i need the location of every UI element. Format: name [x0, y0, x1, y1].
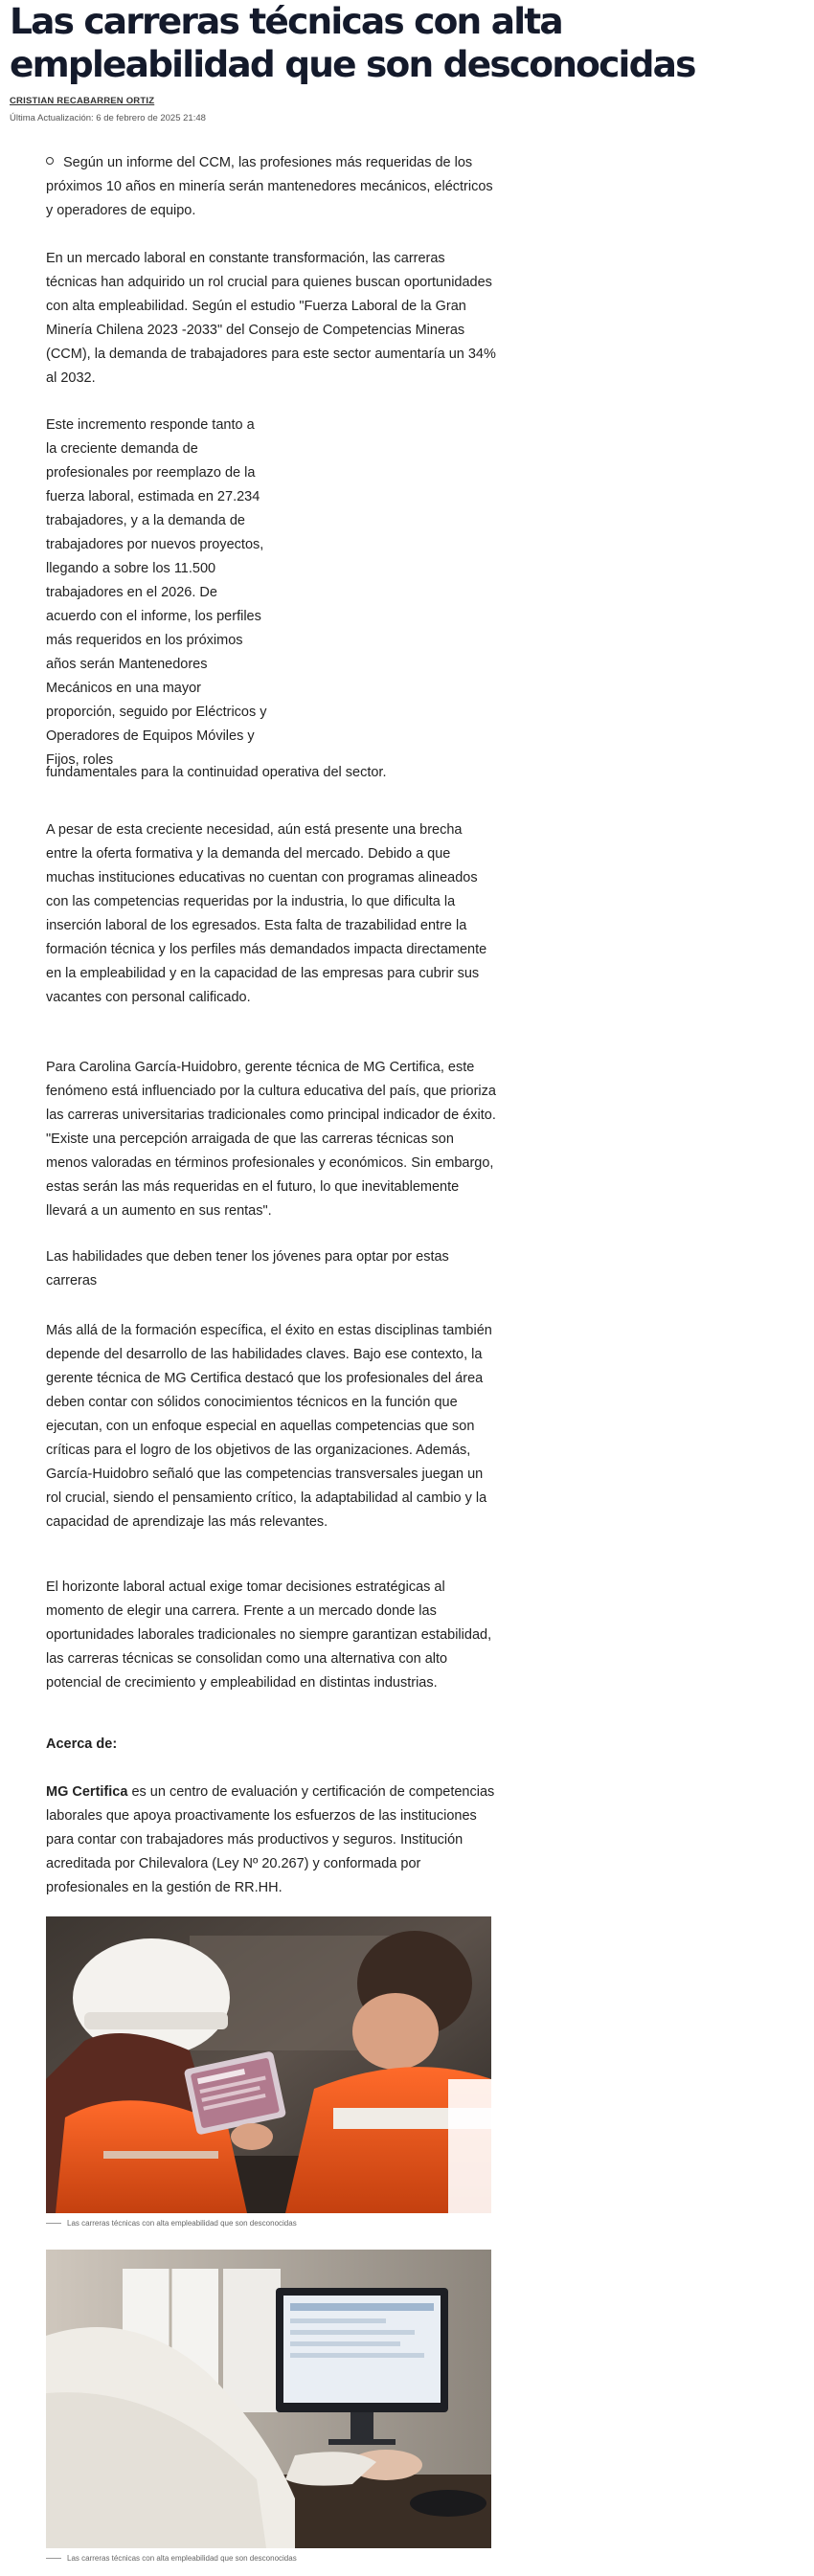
- caption-text: Las carreras técnicas con alta empleabilidad que son desconocidas: [67, 2219, 297, 2228]
- paragraph-text: Las habilidades que deben tener los jóvenes para optar por estas carreras: [46, 1249, 449, 1288]
- paragraph: [46, 1319, 496, 1534]
- caption-rule: [46, 2558, 61, 2559]
- caption-text: Las carreras técnicas con alta empleabilidad que son desconocidas: [67, 2554, 297, 2563]
- workers-tablet-illustration: [46, 1916, 491, 2213]
- paragraph: [46, 414, 268, 773]
- paragraph-text: Más allá de la formación específica, el éxito en estas disciplinas también depende del desarrollo de las habilidades claves. Bajo ese contexto, la gerente técnica de MG Certifica destacó que los profesionales del área deben contar con sólidos conocimientos técnicos en la función que ejecutan, con un enfoque especial en aquellas competencias que son críticas para el logro de los objetivos de las organizaciones. Además, García-Huidobro señaló que las competencias transversales juegan un rol crucial, siendo el pensamiento crítico, la adaptabilidad al cambio y la capacidad de aprendizaje las más relevantes.: [46, 1323, 492, 1530]
- about-paragraph: [46, 1781, 496, 1900]
- paragraph: [46, 247, 496, 391]
- about-brand: MG Certifica: [46, 1784, 128, 1800]
- paragraph-text: fundamentales para la continuidad operativa del sector.: [46, 765, 387, 780]
- paragraph: [46, 818, 496, 1010]
- photo-caption: [46, 2219, 491, 2228]
- about-heading: [46, 1733, 496, 1757]
- article-photo-computer: [46, 2250, 491, 2548]
- section-subheading: [46, 1245, 496, 1293]
- article-photo-workers: [46, 1916, 491, 2213]
- paragraph-text: El horizonte laboral actual exige tomar decisiones estratégicas al momento de elegir una carrera. Frente a un mercado donde las oportunidades laborales tradicionales no siempre garantizan estabilidad, las carreras técnicas se consolidan como una alternativa con alto potencial de crecimiento y empleabilidad en distintas industrias.: [46, 1579, 492, 1691]
- caption-rule: [46, 2223, 61, 2224]
- paragraph-text: En un mercado laboral en constante transformación, las carreras técnicas han adquirido un rol crucial para quienes buscan oportunidades con alta empleabilidad. Según el estudio "Fuerza Laboral de la Gran Minería Chilena 2023 -2033" del Consejo de Competencias Mineras (CCM), la demanda de trabajadores para este sector aumentaría un 34% al 2032.: [46, 251, 496, 386]
- paragraph-continuation: [46, 761, 496, 785]
- paragraph: [46, 1576, 496, 1695]
- article-title: Las carreras técnicas con alta empleabilidad que son desconocidas: [10, 0, 695, 85]
- summary-bullet-text: Según un informe del CCM, las profesiones más requeridas de los próximos 10 años en minería serán mantenedores mecánicos, eléctricos y operadores de equipo.: [46, 155, 493, 218]
- person-computer-illustration: [46, 2250, 491, 2548]
- about-heading-text: Acerca de:: [46, 1736, 118, 1752]
- paragraph: [46, 1056, 496, 1223]
- paragraph-text: Este incremento responde tanto a la creciente demanda de profesionales por reemplazo de la fuerza laboral, estimada en 27.234 trabajadores, y a la demanda de trabajadores por nuevos proyectos, llegando a sobre los 11.500 trabajadores en el 2026. De acuerdo con el informe, los perfiles más requeridos en los próximos años serán Mantenedores Mecánicos en una mayor proporción, seguido por Eléctricos y Operadores de Equipos Móviles y Fijos, roles: [46, 417, 267, 768]
- last-updated: Última Actualización: 6 de febrero de 2025 21:48: [10, 113, 206, 123]
- paragraph-text: A pesar de esta creciente necesidad, aún está presente una brecha entre la oferta formativa y la demanda del mercado. Debido a que muchas instituciones educativas no cuentan con programas alineados con las competencias requeridas por la industria, lo que dificulta la inserción laboral de los egresados. Esta falta de trazabilidad entre la formación técnica y los perfiles más demandados impacta directamente en la empleabilidad y en la capacidad de las empresas para cubrir sus vacantes con personal calificado.: [46, 822, 487, 1005]
- author-link[interactable]: CRISTIAN RECABARREN ORTIZ: [10, 96, 155, 106]
- bullet-circle-icon: [46, 157, 54, 165]
- paragraph-text: Para Carolina García-Huidobro, gerente técnica de MG Certifica, este fenómeno está influenciado por la cultura educativa del país, que prioriza las carreras universitarias tradicionales como principal indicador de éxito. "Existe una percepción arraigada de que las carreras técnicas son menos valoradas en términos profesionales y económicos. Sin embargo, estas serán las más requeridas en el futuro, lo que inevitablemente llevará a un aumento en sus rentas".: [46, 1060, 496, 1219]
- summary-bullet: [46, 151, 496, 223]
- about-text: es un centro de evaluación y certificación de competencias laborales que apoya proactivamente los esfuerzos de las instituciones para contar con trabajadores más productivos y seguros. Institución acreditada por Chilevalora (Ley Nº 20.267) y conformada por profesionales en la gestión de RR.HH.: [46, 1784, 495, 1895]
- photo-caption: [46, 2554, 491, 2563]
